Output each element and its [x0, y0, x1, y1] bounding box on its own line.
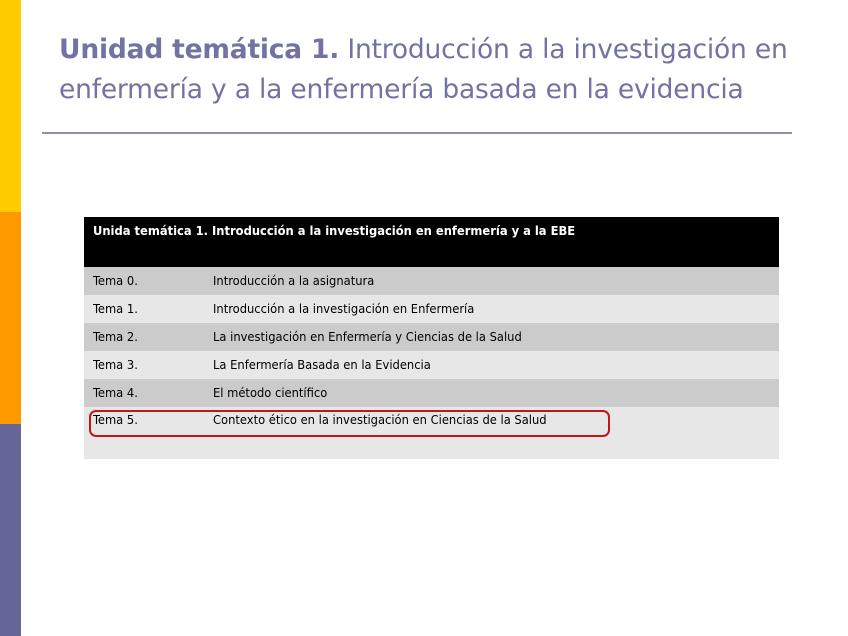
topic-title: El método científico: [204, 379, 779, 407]
topic-title: Introducción a la investigación en Enfermería: [204, 295, 779, 323]
topic-title: La Enfermería Basada en la Evidencia: [204, 351, 779, 379]
topic-title: Introducción a la asignatura: [204, 267, 779, 295]
topic-number: Tema 1.: [84, 295, 204, 323]
slide-title-rest: Introducción a la investigación en enfermería y a la enfermería basada en la evidencia: [59, 34, 788, 105]
topic-title: Contexto ético en la investigación en Ciencias de la Salud: [204, 407, 779, 459]
table-row: [84, 351, 779, 379]
side-bar-purple: [0, 424, 21, 636]
side-bar-yellow: [0, 0, 21, 212]
side-bar-orange: [0, 212, 21, 424]
table-row: [84, 267, 779, 295]
topic-title: La investigación en Enfermería y Ciencias de la Salud: [204, 323, 779, 351]
topic-number: Tema 3.: [84, 351, 204, 379]
topic-number: Tema 5.: [84, 407, 204, 459]
table-row: [84, 295, 779, 323]
table-header-row: [84, 217, 779, 267]
topic-number: Tema 4.: [84, 379, 204, 407]
table-row: [84, 323, 779, 351]
slide-title-bold: Unidad temática 1.: [59, 34, 340, 65]
title-divider: [42, 132, 792, 134]
table-row: [84, 379, 779, 407]
topic-number: Tema 2.: [84, 323, 204, 351]
topic-number: Tema 0.: [84, 267, 204, 295]
table-header: Unida temática 1. Introducción a la investigación en enfermería y a la EBE: [84, 217, 779, 267]
table-row-highlighted: [84, 407, 779, 459]
topic-table: [84, 217, 779, 459]
slide-title: [59, 30, 819, 110]
